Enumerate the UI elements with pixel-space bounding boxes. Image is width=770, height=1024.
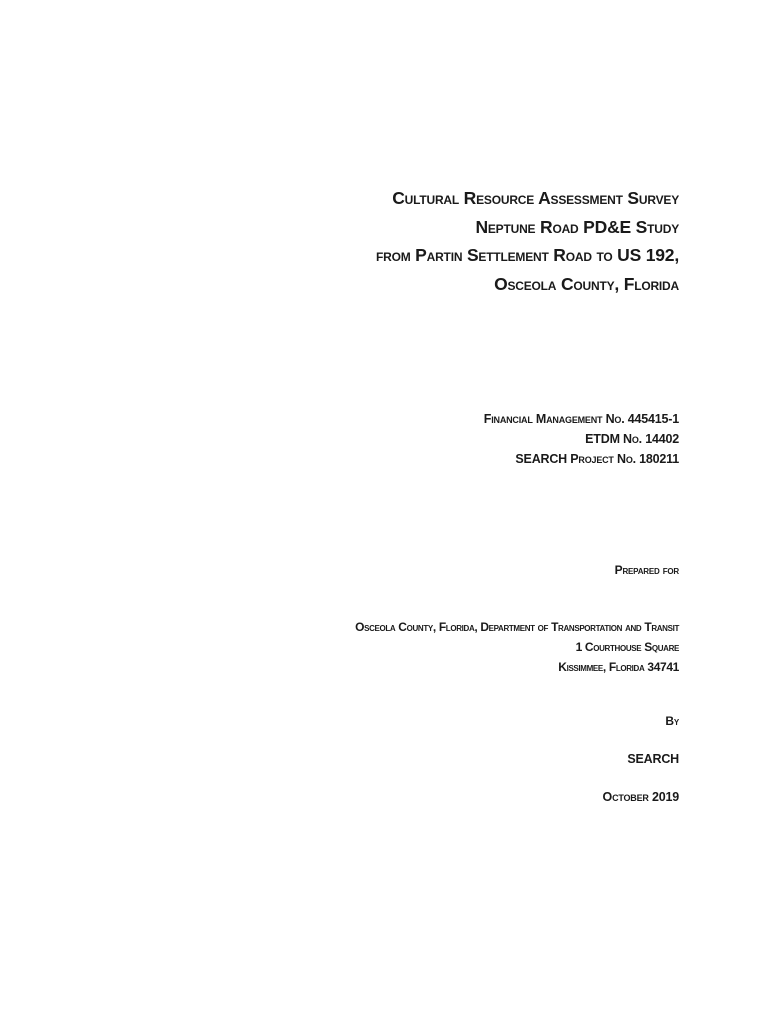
client-info: [119, 617, 679, 677]
client-name: Osceola County, Florida, Department of Transportation and Transit: [355, 620, 679, 634]
by-label: [119, 711, 679, 731]
etdm-number: ETDM No. 14402: [585, 432, 679, 446]
client-address-line-1: 1 Courthouse Square: [575, 640, 679, 654]
title-line-4: Osceola County, Florida: [494, 273, 679, 294]
prepared-for-label: [119, 560, 679, 580]
financial-management-number: Financial Management No. 445415-1: [483, 412, 679, 426]
title-line-3: from Partin Settlement Road to US 192,: [375, 245, 679, 265]
report-date: [119, 787, 679, 807]
title-line-2: Neptune Road PD&E Study: [475, 216, 679, 237]
prepared-for-text: Prepared for: [614, 563, 679, 577]
project-numbers: [119, 409, 679, 469]
author-name: SEARCH: [627, 752, 679, 766]
report-date-text: October 2019: [602, 790, 679, 804]
search-project-number: SEARCH Project No. 180211: [515, 452, 679, 466]
title-line-1: Cultural Resource Assessment Survey: [392, 188, 679, 208]
client-address-line-2: Kissimmee, Florida 34741: [558, 660, 679, 674]
by-text: By: [665, 714, 679, 728]
author: [119, 749, 679, 769]
report-title: [119, 184, 679, 298]
